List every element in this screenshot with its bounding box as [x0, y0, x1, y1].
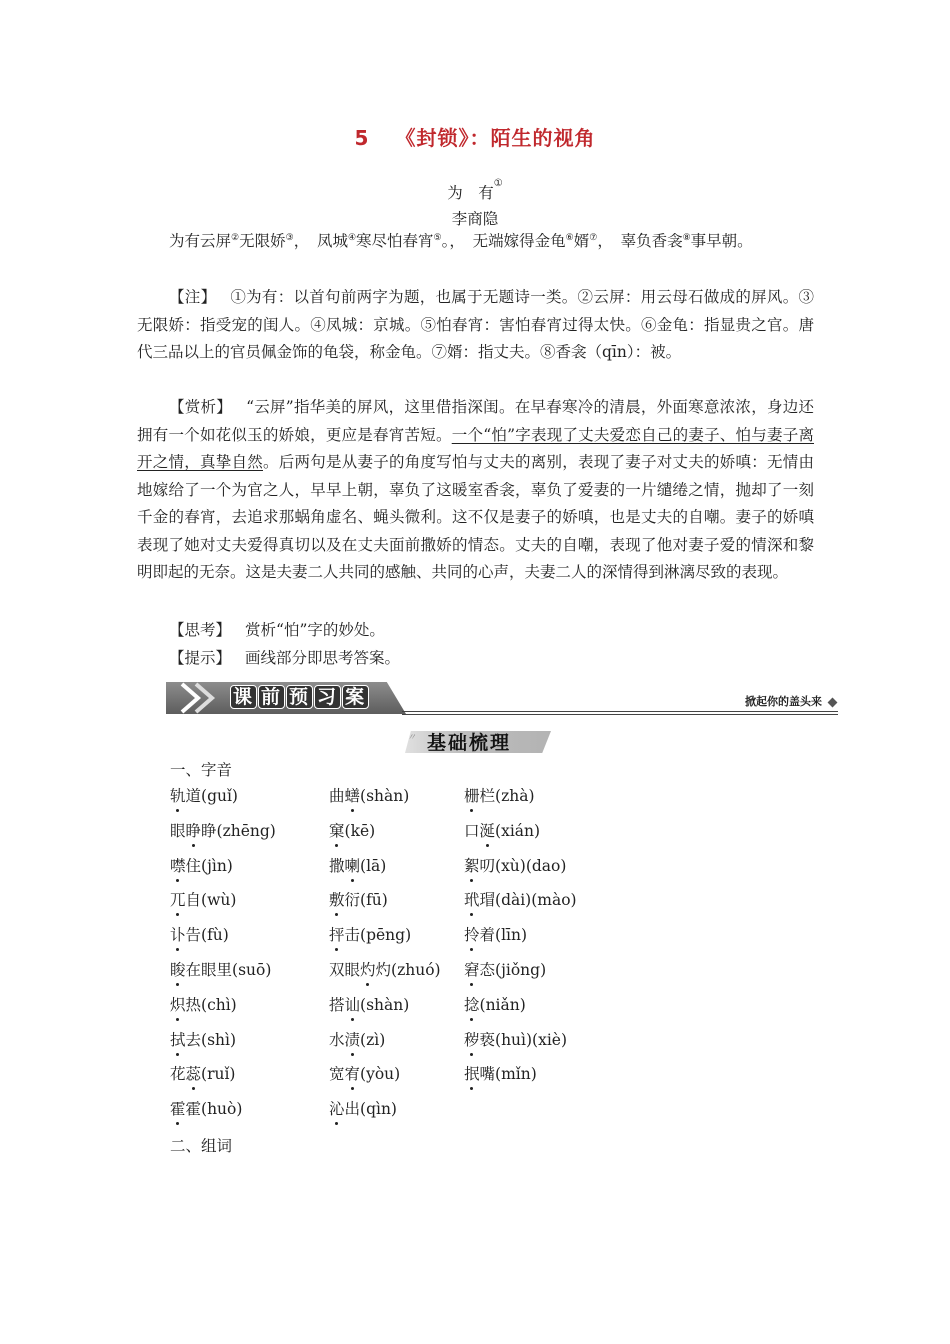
vocab-rest: 在眼里(suō)	[185, 960, 272, 979]
vocab-item	[170, 819, 276, 841]
vocab-row	[170, 1097, 650, 1132]
vocab-emphasized-char: 噤	[170, 854, 186, 876]
vocab-emphasized-char: 抨	[329, 923, 345, 945]
vocab-rest: 住(jìn)	[185, 856, 233, 875]
vocab-emphasized-char: 玳	[464, 888, 480, 910]
vocab-item	[329, 854, 386, 876]
poem-text-segment: 寒尽怕春宵	[356, 232, 434, 250]
footnote-marker: ⑧	[682, 233, 691, 243]
poem-title-note: ①	[493, 178, 503, 189]
page-title	[0, 122, 950, 151]
vocab-item	[170, 1097, 242, 1119]
vocab-rest: (shàn)	[360, 787, 410, 805]
vocab-rest: 嘴(mǐn)	[479, 1065, 537, 1084]
vocab-item	[329, 819, 375, 841]
poem-text-segment: 。， 无端嫁得金龟	[441, 232, 566, 250]
vocab-emphasized-char: 轨	[170, 784, 186, 806]
banner-char: 预	[286, 685, 313, 709]
vocab-item	[329, 1028, 385, 1050]
think-label: 【思考】	[169, 621, 232, 639]
vocab-rest: 自(wù)	[185, 891, 237, 910]
vocab-emphasized-char: 兀	[170, 888, 186, 910]
vocab-item	[329, 958, 441, 980]
vocab-emphasized-char: 讣	[170, 923, 186, 945]
banner-char: 习	[314, 685, 341, 709]
vocab-item	[464, 993, 526, 1015]
vocab-item	[464, 1028, 567, 1050]
vocab-rest: (zì)	[360, 1030, 386, 1049]
vocab-rest: 去(shì)	[185, 1030, 237, 1049]
vocab-rest: (niǎn)	[479, 995, 526, 1014]
banner-title	[230, 685, 370, 709]
vocab-rest: 瑁(dài)(mào)	[479, 891, 577, 910]
vocab-item	[464, 888, 577, 910]
banner-rule	[402, 711, 838, 715]
vocab-emphasized-char: 蕊	[186, 1062, 202, 1084]
lesson-title: 《封锁》：陌生的视角	[395, 126, 596, 150]
vocab-rest: 态(jiǒng)	[479, 960, 547, 979]
poem-title	[0, 178, 950, 203]
vocab-rest: 告(fù)	[185, 926, 229, 945]
vocab-rest: (lā)	[360, 856, 387, 875]
vocab-rest: 叨(xù)(dao)	[479, 856, 567, 875]
vocab-item	[329, 1062, 400, 1084]
vocab-item	[170, 993, 237, 1015]
vocab-emphasized-char: 捻	[464, 993, 480, 1015]
diamond-icon	[828, 698, 838, 708]
vocab-item	[329, 993, 409, 1015]
footnote-marker: ④	[347, 233, 357, 243]
vocab-list	[170, 784, 650, 1132]
footnote-marker: ③	[285, 233, 294, 243]
vocab-emphasized-char: 霍	[170, 1097, 186, 1119]
vocab-row	[170, 993, 650, 1028]
appreciation-label: 【赏析】	[169, 398, 233, 416]
footnote-marker: ⑤	[433, 233, 442, 243]
vocab-row	[170, 819, 650, 854]
vocab-emphasized-char: 秽	[464, 1028, 480, 1050]
vocab-item	[170, 888, 236, 910]
vocab-emphasized-char: 睃	[170, 958, 186, 980]
vocab-prefix: 眼	[170, 821, 186, 840]
appreciation-underlined: 一个“怕”字表现了丈夫爱恋自己的妻子、怕与妻子离开之情，真挚自然	[137, 425, 814, 471]
vocab-rest: 霍(huò)	[185, 1100, 243, 1119]
vocab-emphasized-char: 栅	[464, 784, 480, 806]
vocab-row	[170, 888, 650, 923]
vocab-item	[170, 854, 233, 876]
vocab-rest: (kē)	[344, 821, 376, 840]
vocab-item	[329, 784, 409, 806]
vocab-rest: (xián)	[495, 821, 541, 840]
vocab-item	[464, 958, 546, 980]
vocab-rest: 道(guǐ)	[185, 787, 238, 805]
poem-text-segment: 事早朝。	[690, 232, 753, 250]
vocab-item	[329, 888, 388, 910]
vocab-emphasized-char: 蟮	[345, 784, 361, 806]
lesson-number: 5	[354, 126, 370, 150]
vocab-emphasized-char: 窠	[329, 819, 345, 841]
footnote-marker: ⑥	[565, 233, 574, 243]
footnote-marker: ⑦	[589, 233, 598, 243]
sub-banner-mark-icon: 〃	[407, 733, 417, 743]
vocab-item	[329, 1097, 397, 1119]
vocab-rest: 击(pēng)	[344, 926, 412, 945]
vocab-emphasized-char: 拭	[170, 1028, 186, 1050]
vocab-rest: (shàn)	[360, 995, 410, 1014]
section-banner	[166, 682, 838, 716]
note-text: ①为有：以首句前两字为题，也属于无题诗一类。②云屏：用云母石做成的屏风。③无限娇：指受宠的闺人。④凤城：京城。⑤怕春宵：害怕春宵过得太快。⑥金龟：指显贵之官。唐代三品以上的官员佩金饰的龟袋，称金龟。⑦婿：指丈夫。⑧香衾（qīn）：被。	[137, 288, 814, 361]
vocab-item	[464, 1062, 537, 1084]
vocab-rest: 衍(fū)	[344, 891, 388, 910]
vocab-emphasized-char: 抿	[464, 1062, 480, 1084]
vocab-rest: 亵(huì)(xiè)	[479, 1030, 567, 1049]
vocab-rest: 灼(zhuó)	[375, 960, 441, 979]
banner-tagline: 掀起你的盖头来	[745, 695, 822, 708]
vocab-item	[464, 854, 566, 876]
vocab-emphasized-char: 沁	[329, 1097, 345, 1119]
vocab-prefix: 曲	[329, 787, 345, 805]
vocab-row	[170, 1028, 650, 1063]
chevron-right-icon	[168, 682, 218, 714]
think-paragraph	[137, 617, 814, 645]
vocab-emphasized-char: 讪	[345, 993, 361, 1015]
appreciation-text-before: “云屏”指华美的屏风，这里借指深闺。在早春寒冷的清晨，外面寒意浓浓，身边还拥有一个如花似玉的娇娘，更应是春宵苦短。	[137, 398, 814, 444]
vocab-row	[170, 1062, 650, 1097]
vocab-prefix: 搭	[329, 995, 345, 1014]
vocab-prefix: 水	[329, 1030, 345, 1049]
vocab-item	[170, 1062, 235, 1084]
vocab-rest: 出(qìn)	[344, 1100, 397, 1119]
vocab-prefix: 口	[464, 821, 480, 840]
vocab-row	[170, 923, 650, 958]
think-text: 赏析“怕”字的妙处。	[245, 621, 385, 639]
vocab-emphasized-char: 炽	[170, 993, 186, 1015]
hint-text: 画线部分即思考答案。	[245, 649, 401, 667]
vocab-item	[329, 923, 411, 945]
vocab-rest: 睁(zhēng)	[201, 821, 276, 840]
banner-char: 案	[342, 685, 369, 709]
note-paragraph	[137, 284, 814, 367]
banner-char: 课	[230, 685, 257, 709]
vocab-emphasized-char: 涎	[480, 819, 496, 841]
poem-text-segment: 无限娇	[239, 232, 286, 250]
vocab-item	[170, 784, 238, 806]
poem-text	[137, 228, 814, 256]
vocab-row	[170, 854, 650, 889]
vocab-item	[464, 923, 527, 945]
vocab-item	[170, 958, 271, 980]
vocab-prefix: 宽	[329, 1065, 345, 1084]
poem-title-text: 为 有	[447, 184, 494, 202]
vocab-emphasized-char: 渍	[345, 1028, 361, 1050]
section-heading-pronunciation: 一、字音	[170, 761, 233, 779]
vocab-prefix: 花	[170, 1065, 186, 1084]
sub-banner-title: 基础梳理	[427, 732, 512, 754]
vocab-emphasized-char: 絮	[464, 854, 480, 876]
vocab-emphasized-char: 喇	[345, 854, 361, 876]
appreciation-paragraph	[137, 394, 814, 587]
poem-text-segment: 为有云屏	[169, 232, 232, 250]
hint-label: 【提示】	[169, 649, 232, 667]
vocab-prefix: 双眼	[329, 960, 361, 979]
poem-author: 李商隐	[451, 210, 499, 228]
vocab-item	[170, 923, 229, 945]
vocab-item	[464, 784, 535, 806]
vocab-rest: 着(līn)	[479, 926, 528, 945]
vocab-emphasized-char: 灼	[360, 958, 376, 980]
vocab-emphasized-char: 敷	[329, 888, 345, 910]
banner-char: 前	[258, 685, 285, 709]
vocab-row	[170, 958, 650, 993]
vocab-emphasized-char: 睁	[186, 819, 202, 841]
vocab-emphasized-char: 拎	[464, 923, 480, 945]
section-heading-word-formation: 二、组词	[170, 1137, 233, 1155]
poem-text-segment: ， 辜负香衾	[597, 232, 683, 250]
note-label: 【注】	[169, 288, 217, 306]
sub-banner	[405, 727, 551, 757]
vocab-emphasized-char: 窘	[464, 958, 480, 980]
vocab-rest: (ruǐ)	[201, 1065, 236, 1084]
poem-text-segment: ， 凤城	[293, 232, 348, 250]
vocab-rest: 栏(zhà)	[479, 787, 535, 805]
vocab-row	[170, 784, 650, 819]
vocab-rest: 热(chì)	[185, 995, 237, 1014]
vocab-rest: (yòu)	[360, 1065, 401, 1084]
vocab-emphasized-char: 宥	[345, 1062, 361, 1084]
poem-text-segment: 婿	[573, 232, 590, 250]
vocab-item	[464, 819, 540, 841]
vocab-prefix: 撒	[329, 856, 345, 875]
hint-paragraph	[137, 645, 814, 673]
vocab-item	[170, 1028, 236, 1050]
footnote-marker: ②	[231, 233, 240, 243]
appreciation-text-after: 。后两句是从妻子的角度写怕与丈夫的离别，表现了妻子对丈夫的娇嗔：无情由地嫁给了一个为官之人，早早上朝，辜负了这暖室香衾，辜负了爱妻的一片缱绻之情，抛却了一刻千金的春宵，去追求那蜗角虚名、蝇头微利。这不仅是妻子的娇嗔，也是丈夫的自嘲。妻子的娇嗔表现了她对丈夫爱得真切以及在丈夫面前撒娇的情态。丈夫的自嘲，表现了他对妻子爱的情深和黎明即起的无奈。这是夫妻二人共同的感触、共同的心声，夫妻二人的深情得到淋漓尽致的表现。	[137, 453, 814, 581]
